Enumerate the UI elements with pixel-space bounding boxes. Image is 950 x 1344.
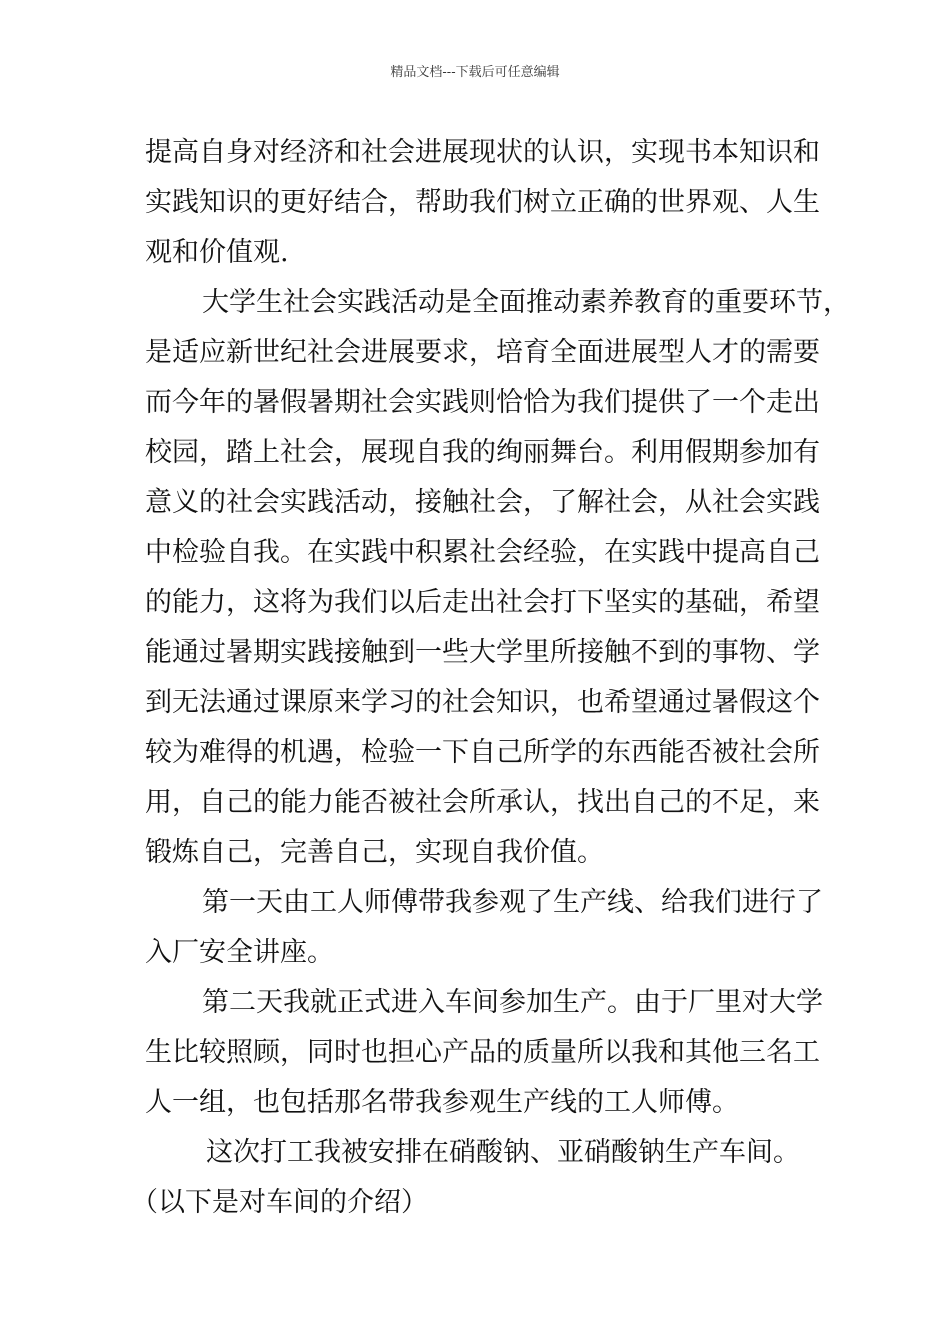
text-line: 到无法通过课原来学习的社会知识，也希望通过暑假这个 — [145, 687, 820, 718]
paragraph-start-line: 第一天由工人师傅带我参观了生产线、给我们进行了 — [202, 887, 823, 918]
text-line: 是适应新世纪社会进展要求，培育全面进展型人才的需要 — [145, 337, 820, 368]
text-line: 提高自身对经济和社会进展现状的认识，实现书本知识和 — [145, 137, 820, 168]
text-line: 校园，踏上社会，展现自我的绚丽舞台。利用假期参加有 — [145, 437, 820, 468]
paragraph-start-line: 第二天我就正式进入车间参加生产。由于厂里对大学 — [202, 987, 823, 1018]
text-line: （以下是对车间的介绍） — [131, 1187, 428, 1218]
text-line: 能通过暑期实践接触到一些大学里所接触不到的事物、学 — [145, 637, 820, 668]
text-line: 而今年的暑假暑期社会实践则恰恰为我们提供了一个走出 — [145, 387, 820, 418]
text-line: 较为难得的机遇，检验一下自己所学的东西能否被社会所 — [145, 737, 820, 768]
text-line: 意义的社会实践活动，接触社会，了解社会，从社会实践 — [145, 487, 820, 518]
text-line: 锻炼自己，完善自己，实现自我价值。 — [145, 837, 604, 868]
text-line: 人一组，也包括那名带我参观生产线的工人师傅。 — [145, 1087, 739, 1118]
paragraph-start-line: 这次打工我被安排在硝酸钠、亚硝酸钠生产车间。 — [206, 1137, 800, 1168]
text-line: 生比较照顾，同时也担心产品的质量所以我和其他三名工 — [145, 1037, 820, 1068]
text-line: 入厂安全讲座。 — [145, 937, 334, 968]
text-line: 中检验自我。在实践中积累社会经验，在实践中提高自己 — [145, 537, 820, 568]
paragraph-start-line: 大学生社会实践活动是全面推动素养教育的重要环节， — [202, 287, 850, 318]
page-header: 精品文档---下载后可任意编辑 — [390, 65, 560, 80]
document-body — [131, 128, 850, 1228]
text-line: 观和价值观. — [145, 237, 289, 268]
text-line: 用，自己的能力能否被社会所承认，找出自己的不足，来 — [145, 787, 820, 818]
text-line: 实践知识的更好结合，帮助我们树立正确的世界观、人生 — [145, 187, 820, 218]
text-line: 的能力，这将为我们以后走出社会打下坚实的基础，希望 — [145, 587, 820, 618]
